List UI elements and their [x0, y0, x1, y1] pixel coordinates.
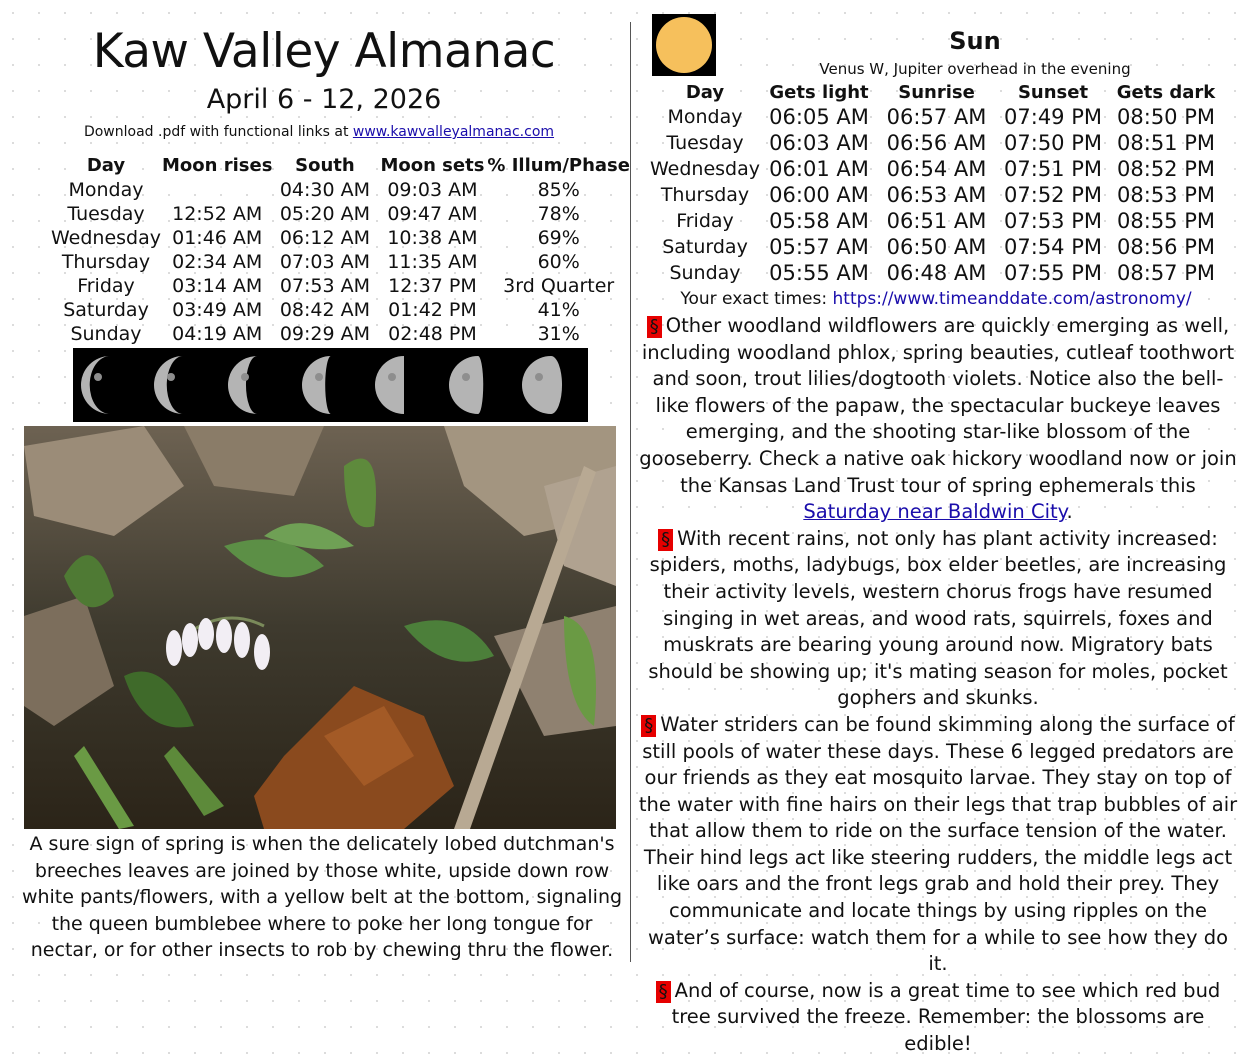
moon-header-illum: % Illum/Phase: [487, 154, 630, 176]
moon-crater: [241, 373, 249, 381]
sunrise-time: 06:51 AM: [886, 209, 987, 233]
moon-phase-icon: [226, 354, 288, 416]
note-text: Other woodland wildflowers are quickly emerging as well, including woodland phlox, spring beauties, cutleaf toothwort and soon, trout lilies/dogtooth violets. Notice also the bell-like flowers of the papaw, the spectacular buckeye leaves emerging, and the shooting star-like blossom of the gooseberry. Check a native oak hickory woodland now or join the Kansas Land Trust tour of spring ephemerals this: [639, 314, 1237, 497]
gets-dark-time: 08:53 PM: [1117, 183, 1215, 207]
sun-table-row: [650, 130, 1221, 156]
moon-set-time: 09:47 AM: [387, 203, 478, 225]
exact-times-line: [636, 289, 1236, 309]
left-column: [0, 0, 630, 968]
moon-table: [50, 152, 630, 346]
moon-rise-time: [162, 178, 272, 202]
column-divider: [630, 22, 631, 962]
moon-set-time: 12:37 PM: [388, 275, 477, 297]
gets-dark-time: 08:55 PM: [1117, 209, 1215, 233]
moon-phase-icon: [152, 354, 214, 416]
date-range: April 6 - 12, 2026: [206, 84, 442, 115]
moon-day: Friday: [77, 275, 135, 297]
moon-south-time: 09:29 AM: [279, 323, 371, 345]
sun-day: Wednesday: [650, 158, 761, 180]
sunrise-time: 06:53 AM: [886, 183, 987, 207]
sunset-time: 07:52 PM: [1004, 183, 1102, 207]
moon-set-time: 11:35 AM: [387, 251, 478, 273]
sun-day: Friday: [676, 210, 734, 232]
moon-illum: 78%: [537, 203, 580, 225]
moon-lit-area: [228, 356, 257, 414]
download-line: [0, 124, 638, 140]
sunrise-time: 06:48 AM: [886, 261, 987, 285]
moon-phase-image: [73, 348, 147, 422]
moon-header-day: Day: [86, 154, 126, 176]
moon-lit-area: [154, 356, 183, 414]
moon-south-time: 07:53 AM: [279, 275, 371, 297]
sunset-time: 07:55 PM: [1004, 261, 1102, 285]
gets-light-time: 05:55 AM: [769, 261, 869, 285]
moon-table-header: [50, 152, 630, 178]
moon-illum: 3rd Quarter: [503, 275, 615, 297]
moon-table-row: [50, 226, 630, 250]
moon-lit-area: [81, 356, 110, 414]
sun-day: Saturday: [662, 236, 748, 258]
moon-south-time: 06:12 AM: [279, 227, 371, 249]
gets-light-time: 05:57 AM: [769, 235, 869, 259]
sun-table-row: [650, 260, 1221, 286]
baldwin-city-link[interactable]: Saturday near Baldwin City: [803, 500, 1067, 524]
gets-light-time: 06:01 AM: [769, 157, 869, 181]
moon-phase-icon: [79, 354, 141, 416]
moon-phase-strip: [73, 348, 588, 422]
note-paragraph: [638, 526, 1238, 712]
sun-table-header: [650, 80, 1221, 104]
moon-illum: 31%: [537, 323, 580, 345]
sunset-time: 07:54 PM: [1004, 235, 1102, 259]
moon-day: Sunday: [70, 323, 142, 345]
section-marker: §: [656, 981, 671, 1003]
sun-day: Tuesday: [666, 132, 744, 154]
moon-set-time: 02:48 PM: [388, 323, 477, 345]
moon-set-time: 01:42 PM: [388, 299, 477, 321]
gets-light-time: 06:05 AM: [769, 105, 869, 129]
moon-day: Saturday: [63, 299, 149, 321]
sunrise-time: 06:57 AM: [886, 105, 987, 129]
moon-day: Tuesday: [67, 203, 145, 225]
gets-dark-time: 08:57 PM: [1117, 261, 1215, 285]
sun-header-dark: Gets dark: [1116, 81, 1216, 103]
sun-title: Sun: [949, 27, 1001, 55]
moon-crater: [167, 373, 175, 381]
moon-table-row: [50, 250, 630, 274]
note-paragraph: [638, 313, 1238, 526]
sunset-time: 07:50 PM: [1004, 131, 1102, 155]
photo-illustration: [24, 426, 616, 829]
moon-day: Monday: [68, 179, 144, 201]
sun-table-row: [650, 156, 1221, 182]
moon-table-row: [50, 274, 630, 298]
moon-phase-image: [147, 348, 221, 422]
sunrise-time: 06:56 AM: [886, 131, 987, 155]
moon-phase-icon: [373, 354, 435, 416]
sun-table-row: [650, 234, 1221, 260]
moon-phase-image: [441, 348, 515, 422]
moon-illum: 85%: [537, 179, 580, 201]
gets-light-time: 05:58 AM: [769, 209, 869, 233]
moon-south-time: 04:30 AM: [279, 179, 371, 201]
moon-south-time: 05:20 AM: [279, 203, 371, 225]
moon-table-row: [50, 202, 630, 226]
moon-illum: 60%: [537, 251, 580, 273]
sun-disc: [656, 17, 712, 73]
gets-dark-time: 08:52 PM: [1117, 157, 1215, 181]
moon-header-south: South: [295, 154, 355, 176]
moon-header-sets: Moon sets: [380, 154, 485, 176]
moon-phase-image: [367, 348, 441, 422]
gets-dark-time: 08:51 PM: [1117, 131, 1215, 155]
sunset-time: 07:53 PM: [1004, 209, 1102, 233]
gets-dark-time: 08:50 PM: [1117, 105, 1215, 129]
section-marker: §: [658, 529, 673, 551]
sunrise-time: 06:54 AM: [886, 157, 987, 181]
moon-phase-image: [220, 348, 294, 422]
moon-header-rises: Moon rises: [162, 154, 273, 176]
moon-table-row: [50, 322, 630, 346]
note-text: And of course, now is a great time to see which red bud tree survived the freeze. Remember: the blossoms are edible!: [671, 978, 1221, 1056]
moon-crater: [315, 373, 323, 381]
moon-illum: 69%: [537, 227, 580, 249]
moon-rise-time: 03:14 AM: [172, 275, 263, 297]
moon-phase-icon: [300, 354, 362, 416]
moon-set-time: 10:38 AM: [387, 227, 478, 249]
sun-table-row: [650, 208, 1221, 234]
sun-icon: [652, 14, 716, 76]
sunset-time: 07:49 PM: [1004, 105, 1102, 129]
moon-crater: [535, 373, 543, 381]
moon-crater: [388, 373, 396, 381]
sun-table: [650, 80, 1221, 286]
sun-header-sunrise: Sunrise: [898, 81, 975, 103]
sun-day: Thursday: [660, 184, 750, 206]
sun-header-sunset: Sunset: [1017, 81, 1089, 103]
dutchmans-breeches-photo: [24, 426, 616, 829]
moon-rise-time: 12:52 AM: [172, 203, 263, 225]
moon-day: Wednesday: [50, 227, 161, 249]
gets-light-time: 06:00 AM: [769, 183, 869, 207]
note-paragraph: [638, 712, 1238, 978]
planet-note: Venus W, Jupiter overhead in the evening: [819, 60, 1131, 78]
moon-phase-icon: [520, 354, 582, 416]
gets-light-time: 06:03 AM: [769, 131, 869, 155]
note-text: Water striders can be found skimming along the surface of still pools of water these days. These 6 legged predators are our friends as they eat mosquito larvae. They stay on top of the water with fine hairs on their legs that trap bubbles of air that allow them to ride on the surface tension of the water. Their hind legs act like steering rudders, the middle legs act like oars and the front legs grab and hold their prey. They communicate and locate things by using ripples on the water’s surface: watch them for a while to see how they do it.: [638, 712, 1238, 976]
sunset-time: 07:51 PM: [1004, 157, 1102, 181]
moon-table-row: [50, 178, 630, 202]
page-title: Kaw Valley Almanac: [92, 24, 556, 79]
section-marker: §: [641, 715, 656, 737]
moon-lit-area: [375, 356, 404, 414]
moon-lit-area: [449, 356, 483, 414]
moon-lit-area: [522, 356, 562, 414]
moon-rise-time: 01:46 AM: [172, 227, 263, 249]
moon-south-time: 08:42 AM: [279, 299, 371, 321]
almanac-site-link[interactable]: www.kawvalleyalmanac.com: [352, 124, 555, 140]
sunrise-time: 06:50 AM: [886, 235, 987, 259]
note-paragraph: [638, 978, 1238, 1058]
nature-notes: [638, 313, 1238, 1058]
moon-rise-time: 04:19 AM: [172, 323, 263, 345]
sun-day: Sunday: [669, 262, 741, 284]
sun-header-light: Gets light: [769, 81, 869, 103]
moon-illum: 41%: [537, 299, 580, 321]
exact-times-prefix: Your exact times:: [680, 289, 828, 309]
note-text: With recent rains, not only has plant activity increased: spiders, moths, ladybugs, box elder beetles, are increasing their activity levels, western chorus frogs have resumed singing in wet areas, and wood rats, squirrels, foxes and muskrats are bearing young around now. Migratory bats should be showing up; it's mating season for moles, pocket gophers and skunks.: [648, 526, 1228, 710]
moon-crater: [94, 373, 102, 381]
photo-caption: A sure sign of spring is when the delicately lobed dutchman's breeches leaves are joined by those white, upside down row white pants/flowers, with a yellow belt at the bottom, signaling the queen bumblebee where to poke her long tongue for nectar, or for other insects to rob by chewing thru the flower.: [21, 833, 623, 961]
moon-phase-image: [514, 348, 588, 422]
timeanddate-link[interactable]: https://www.timeanddate.com/astronomy/: [832, 289, 1192, 309]
moon-south-time: 07:03 AM: [279, 251, 371, 273]
moon-rise-time: 03:49 AM: [172, 299, 263, 321]
moon-set-time: 09:03 AM: [387, 179, 478, 201]
moon-phase-icon: [447, 354, 509, 416]
moon-table-row: [50, 298, 630, 322]
moon-day: Thursday: [61, 251, 151, 273]
moon-phase-image: [294, 348, 368, 422]
section-marker: §: [647, 316, 662, 338]
moon-rise-time: 02:34 AM: [172, 251, 263, 273]
sun-table-row: [650, 182, 1221, 208]
note-text-end: .: [1066, 500, 1073, 524]
gets-dark-time: 08:56 PM: [1117, 235, 1215, 259]
download-prefix: Download .pdf with functional links at: [83, 124, 349, 140]
sun-header-day: Day: [685, 81, 725, 103]
sun-day: Monday: [667, 106, 743, 128]
sun-table-row: [650, 104, 1221, 130]
moon-lit-area: [302, 356, 331, 414]
moon-crater: [462, 373, 470, 381]
